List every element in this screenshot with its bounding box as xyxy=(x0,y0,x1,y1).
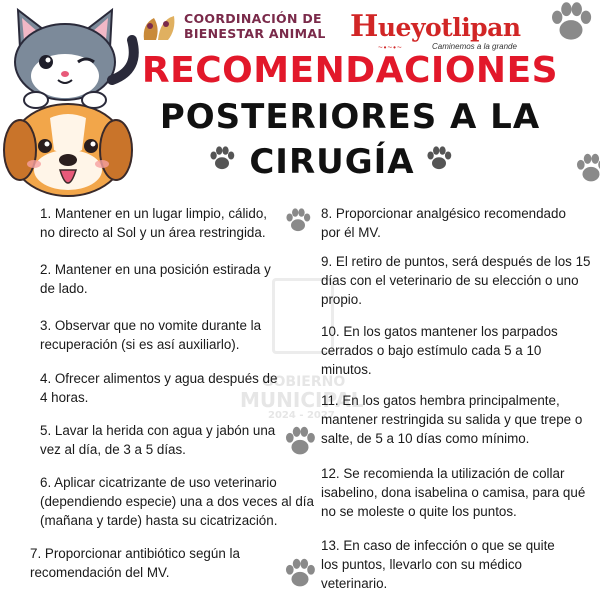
paw-icon xyxy=(283,425,317,459)
recommendation-4: 4. Ofrecer alimentos y agua después de 4 horas. xyxy=(40,371,278,405)
recommendation-13: 13. En caso de infección o que se quite los puntos, llevarlo con su médico veterinario. xyxy=(321,538,555,591)
recommendation-8: 8. Proporcionar analgésico recomendado por él MV. xyxy=(321,206,566,240)
org-name-line1: COORDINACIÓN DE xyxy=(184,11,322,26)
recommendation-2: 2. Mantener en una posición estirada y de lado. xyxy=(40,262,271,296)
paw-icon xyxy=(208,145,236,173)
org-name-line2: BIENESTAR ANIMAL xyxy=(184,26,326,41)
recommendation-12: 12. Se recomienda la utilización de collar isabelino, dona isabelina o camisa, para qué no se moleste o quite los puntos. xyxy=(321,466,586,519)
paw-icon xyxy=(284,207,312,235)
slogan-mark: ~•~•~ xyxy=(378,43,403,52)
recommendation-5: 5. Lavar la herida con agua y jabón una vez al día, de 3 a 5 días. xyxy=(40,423,276,457)
paw-icon xyxy=(283,557,317,591)
watermark-line2: MUNICIPAL xyxy=(240,388,364,412)
brand-wordmark xyxy=(350,9,521,44)
recommendation-9: 9. El retiro de puntos, será después de los 15 días con el veterinario de su elección o uno propio. xyxy=(321,254,591,307)
paw-icon xyxy=(548,0,594,46)
paw-icon xyxy=(574,152,600,186)
recommendation-11: 11. En los gatos hembra principalmente, mantener restringida su salida y que trepe o salte, de 5 a 10 días como mínimo. xyxy=(321,393,583,446)
coordination-logo xyxy=(138,10,180,46)
brand-initial: H xyxy=(350,9,378,44)
brand-slogan: Caminemos a la grande xyxy=(432,42,517,51)
title-line2: POSTERIORES A LA xyxy=(159,97,541,137)
recommendation-7: 7. Proporcionar antibiótico según la recomendación del MV. xyxy=(30,546,240,580)
watermark-line1: GOBIERNO xyxy=(262,374,346,390)
org-name xyxy=(184,11,334,41)
title-line3: CIRUGÍA xyxy=(249,142,415,182)
watermark-line3: 2024 - 2027 xyxy=(268,410,335,421)
title-line1: RECOMENDACIONES xyxy=(141,50,559,91)
recommendation-6: 6. Aplicar cicatrizante de uso veterinario (dependiendo especie) una a dos veces al día (mañana y tarde) hasta su cicatrización. xyxy=(40,475,314,528)
paw-icon xyxy=(425,145,453,173)
recommendation-1: 1. Mantener en un lugar limpio, cálido, no directo al Sol y un área restringida. xyxy=(40,206,268,240)
recommendation-3: 3. Observar que no vomite durante la recuperación (si es así auxiliarlo). xyxy=(40,318,262,352)
brand-rest: ueyotlipan xyxy=(377,13,521,42)
recommendation-10: 10. En los gatos mantener los parpados cerrados o bajo estímulo cada 5 a 10 minutos. xyxy=(321,324,558,377)
